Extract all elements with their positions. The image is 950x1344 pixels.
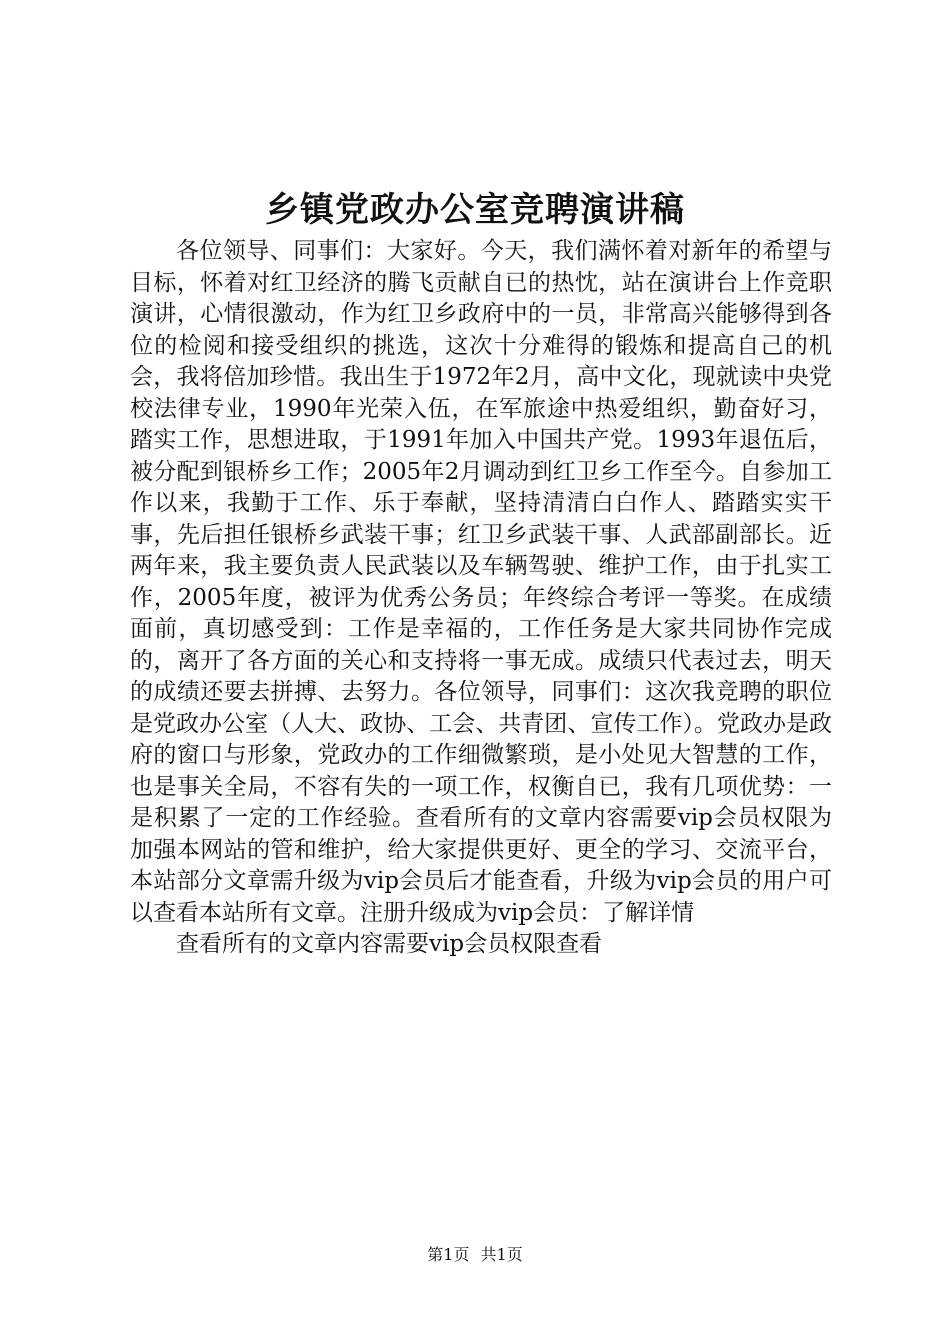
page-total: 共1页 [480, 1245, 523, 1264]
document-body [130, 236, 832, 961]
body-paragraph-1: 各位领导、同事们：大家好。今天，我们满怀着对新年的希望与目标，怀着对红卫经济的腾飞贡献自已的热忱，站在演讲台上作竞职演讲，心情很激动，作为红卫乡政府中的一员，非常高兴能够得到各位的检阅和接受组织的挑选，这次十分难得的锻炼和提高自己的机会，我将倍加珍惜。我出生于1972年2月，高中文化，现就读中央党校法律专业，1990年光荣入伍，在军旅途中热爱组织，勤奋好习，踏实工作，思想进取，于1991年加入中国共产党。1993年退伍后，被分配到银桥乡工作；2005年2月调动到红卫乡工作至今。自参加工作以来，我勤于工作、乐于奉献，坚持清清白白作人、踏踏实实干事，先后担任银桥乡武装干事；红卫乡武装干事、人武部副部长。近两年来，我主要负责人民武装以及车辆驾驶、维护工作，由于扎实工作，2005年度，被评为优秀公务员；年终综合考评一等奖。在成绩面前，真切感受到：工作是幸福的，工作任务是大家共同协作完成的，离开了各方面的关心和支持将一事无成。成绩只代表过去，明天的成绩还要去拼搏、去努力。各位领导，同事们：这次我竞聘的职位是党政办公室（人大、政协、工会、共青团、宣传工作）。党政办是政府的窗口与形象，党政办的工作细微繁琐，是小处见大智慧的工作，也是事关全局，不容有失的一项工作，权衡自已，我有几项优势：一是积累了一定的工作经验。查看所有的文章内容需要vip会员权限为加强本网站的管和维护，给大家提供更好、更全的学习、交流平台，本站部分文章需升级为vip会员后才能查看，升级为vip会员的用户可以查看本站所有文章。注册升级成为vip会员：了解详情 [130, 238, 832, 926]
page-footer [0, 1245, 950, 1265]
document-title: 乡镇党政办公室竞聘演讲稿 [265, 190, 685, 230]
page-number: 第1页 [427, 1245, 470, 1264]
body-paragraph-2: 查看所有的文章内容需要vip会员权限查看 [176, 931, 603, 957]
